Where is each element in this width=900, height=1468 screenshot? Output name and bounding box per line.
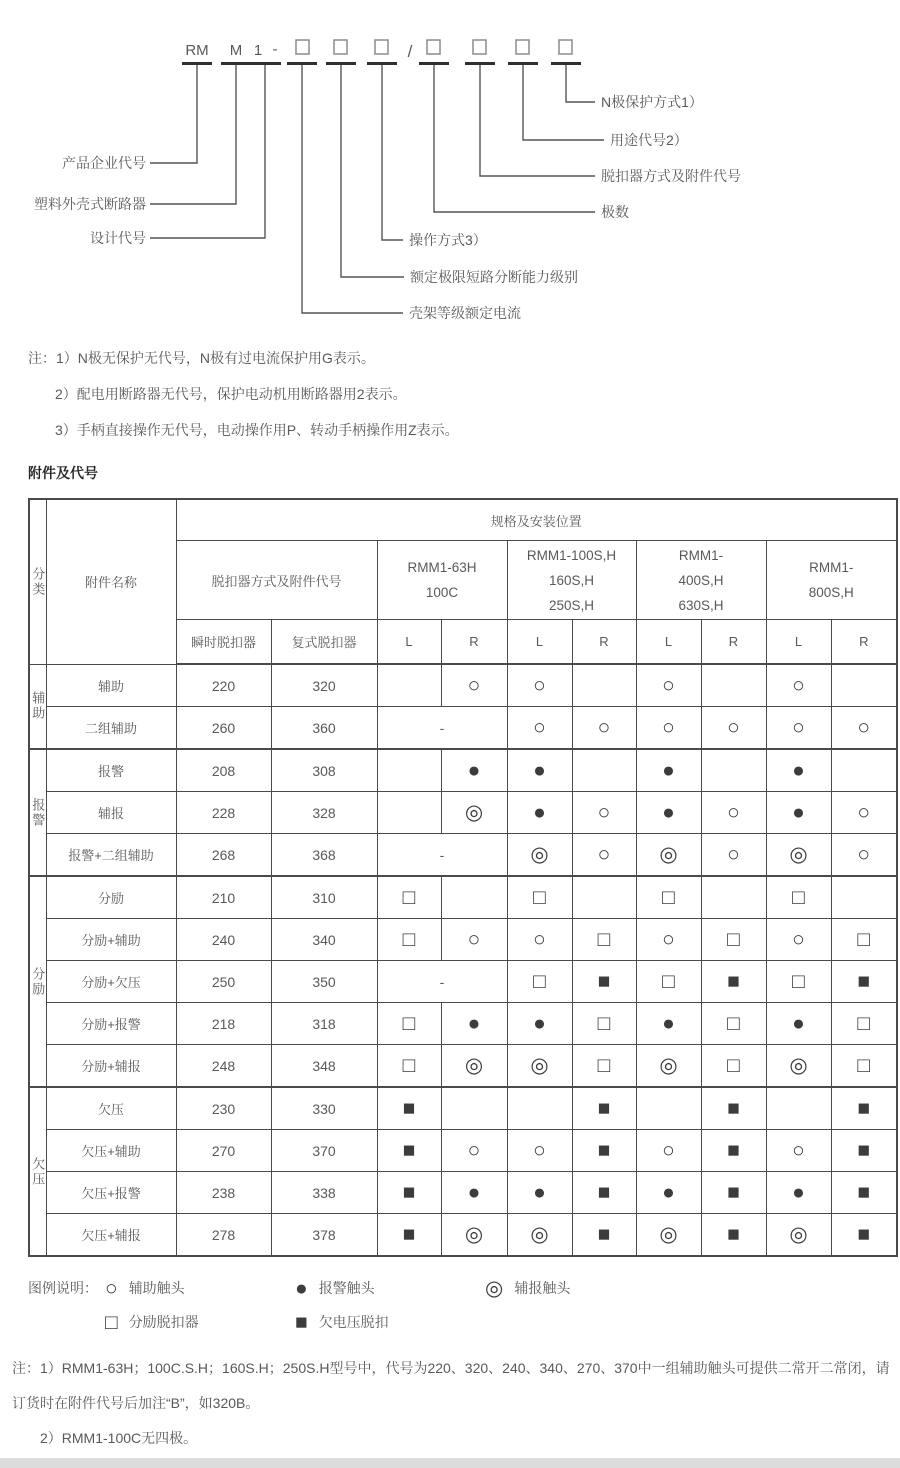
- symbol-cell: □: [831, 1045, 897, 1088]
- label-pole-number: 极数: [601, 204, 629, 220]
- symbol-cell: □: [377, 919, 441, 961]
- model-line: 250S,H: [548, 597, 595, 613]
- undervoltage-release-icon: ■: [295, 1310, 308, 1334]
- symbol-cell: ■: [831, 1087, 897, 1130]
- code-cell: 330: [271, 1087, 377, 1130]
- header-lr: R: [441, 620, 507, 665]
- accessory-name-cell: 报警: [46, 749, 176, 792]
- symbol-cell: ◎: [441, 792, 507, 834]
- label-mccb: 塑料外壳式断路器: [34, 196, 146, 212]
- code-box-7: [559, 40, 572, 54]
- legend-row-2: [28, 1305, 900, 1339]
- code-box-3: [375, 40, 388, 54]
- symbol-cell: ○: [441, 1130, 507, 1172]
- table-row: [29, 749, 897, 792]
- code-cell: 248: [176, 1045, 271, 1088]
- legend-item: [295, 1312, 485, 1333]
- code-cell: 318: [271, 1003, 377, 1045]
- symbol-cell: ○: [636, 1130, 701, 1172]
- symbol-cell: ◎: [766, 1214, 831, 1257]
- symbol-cell: ◎: [766, 834, 831, 877]
- table-row: [29, 1045, 897, 1088]
- label-design-code: 设计代号: [90, 230, 146, 246]
- symbol-cell: ●: [636, 749, 701, 792]
- code-box-5: [473, 40, 486, 54]
- symbol-cell: □: [831, 1003, 897, 1045]
- accessory-name-cell: 二组辅助: [46, 707, 176, 750]
- table-row: [29, 1172, 897, 1214]
- header-model-800s: [766, 541, 897, 620]
- symbol-cell: ●: [507, 1003, 572, 1045]
- code-cell: 308: [271, 749, 377, 792]
- aux-alarm-contact-icon: ◎: [485, 1276, 504, 1300]
- code-cell: 250: [176, 961, 271, 1003]
- symbol-cell: [441, 1087, 507, 1130]
- symbol-cell: ●: [766, 749, 831, 792]
- accessory-name-cell: 辅助: [46, 664, 176, 707]
- code-cell: 328: [271, 792, 377, 834]
- accessory-name-cell: 分励+辅助: [46, 919, 176, 961]
- table-row: [29, 707, 897, 750]
- symbol-cell: □: [572, 919, 636, 961]
- table-row: [29, 1003, 897, 1045]
- table-row: [29, 792, 897, 834]
- table-row: [29, 919, 897, 961]
- symbol-cell: ○: [766, 707, 831, 750]
- symbol-cell: ◎: [636, 1214, 701, 1257]
- legend-item-label: 报警触头: [318, 1280, 375, 1296]
- accessory-name-cell: 欠压+辅助: [46, 1130, 176, 1172]
- model-line: RMM1-: [809, 560, 854, 575]
- symbol-cell: ●: [507, 792, 572, 834]
- code-cell: 378: [271, 1214, 377, 1257]
- symbol-cell: [831, 876, 897, 919]
- symbol-cell: ○: [572, 792, 636, 834]
- table-notes: [0, 1351, 900, 1456]
- symbol-cell: ○: [701, 707, 766, 750]
- symbol-cell: ○: [636, 707, 701, 750]
- legend-item: [485, 1278, 675, 1299]
- placeholder-boxes: [296, 40, 572, 54]
- header-model-100s: [507, 541, 636, 620]
- code-cell: 208: [176, 749, 271, 792]
- symbol-cell: ○: [766, 664, 831, 707]
- symbol-cell: ●: [507, 749, 572, 792]
- header-accessory-name: 附件名称: [46, 499, 176, 664]
- symbol-cell: ◎: [441, 1045, 507, 1088]
- legend-item: [295, 1278, 485, 1299]
- diagram-notes: [0, 340, 900, 448]
- symbol-cell: □: [572, 1003, 636, 1045]
- symbol-cell: [572, 749, 636, 792]
- legend-item-label: 辅助触头: [128, 1280, 185, 1296]
- symbol-cell: [377, 792, 441, 834]
- label-trip-accessory-code: 脱扣器方式及附件代号: [601, 168, 741, 184]
- header-lr: R: [572, 620, 636, 665]
- symbol-cell: ●: [766, 1003, 831, 1045]
- symbol-cell: ■: [572, 1172, 636, 1214]
- symbol-cell: ○: [766, 1130, 831, 1172]
- header-lr: L: [636, 620, 701, 665]
- auxiliary-contact-icon: ○: [105, 1276, 118, 1300]
- code-cell: 270: [176, 1130, 271, 1172]
- category-cell: 报警: [29, 749, 46, 876]
- header-compound-trip: 复式脱扣器: [271, 620, 377, 665]
- symbol-cell: ■: [831, 1172, 897, 1214]
- symbol-cell: [377, 749, 441, 792]
- code-cell: 340: [271, 919, 377, 961]
- label-manufacturer-code: 产品企业代号: [62, 155, 146, 171]
- code-box-4: [427, 40, 440, 54]
- symbol-cell: ■: [701, 1130, 766, 1172]
- symbol-cell: ●: [766, 792, 831, 834]
- note-line: 2）配电用断路器无代号，保护电动机用断路器用2表示。: [55, 386, 407, 402]
- category-cell: 分励: [29, 876, 46, 1087]
- model-part-hyphen: -: [272, 41, 278, 58]
- symbol-cell: □: [766, 876, 831, 919]
- symbol-cell: ●: [636, 1172, 701, 1214]
- code-cell: 268: [176, 834, 271, 877]
- accessory-name-cell: 辅报: [46, 792, 176, 834]
- code-cell: 338: [271, 1172, 377, 1214]
- header-lr: L: [507, 620, 572, 665]
- accessory-name-cell: 分励+辅报: [46, 1045, 176, 1088]
- code-cell: 310: [271, 876, 377, 919]
- model-line: RMM1-63H: [407, 560, 477, 575]
- note-line: 注：1）N极无保护无代号，N极有过电流保护用G表示。: [28, 350, 375, 366]
- symbol-cell: □: [766, 961, 831, 1003]
- symbol-cell: ●: [636, 1003, 701, 1045]
- code-cell: 360: [271, 707, 377, 750]
- code-box-6: [516, 40, 529, 54]
- symbol-cell: [636, 1087, 701, 1130]
- symbol-cell: ■: [377, 1172, 441, 1214]
- table-row: [29, 1130, 897, 1172]
- label-n-pole-protection: N极保护方式1）: [601, 94, 703, 110]
- symbol-cell: [377, 664, 441, 707]
- model-part-m: M: [229, 42, 243, 59]
- accessory-name-cell: 欠压+辅报: [46, 1214, 176, 1257]
- symbol-cell: ■: [701, 1087, 766, 1130]
- symbol-cell: ◎: [507, 1214, 572, 1257]
- symbol-cell: ○: [572, 834, 636, 877]
- accessory-code-table: [28, 498, 898, 1257]
- code-cell: 368: [271, 834, 377, 877]
- model-designation-diagram: [0, 0, 900, 334]
- symbol-cell: ○: [831, 834, 897, 877]
- symbol-cell: ○: [507, 664, 572, 707]
- symbol-cell: ■: [701, 1172, 766, 1214]
- symbol-cell: ■: [572, 1214, 636, 1257]
- symbol-cell: [701, 749, 766, 792]
- legend: [28, 1271, 900, 1339]
- note-line: 2）RMM1-100C无四极。: [40, 1430, 198, 1446]
- symbol-cell: ■: [831, 961, 897, 1003]
- model-line: 400S,H: [678, 572, 724, 588]
- symbol-cell: □: [831, 919, 897, 961]
- symbol-cell: [831, 749, 897, 792]
- model-code-text: [185, 41, 412, 61]
- symbol-cell: □: [377, 876, 441, 919]
- table-row: [29, 834, 897, 877]
- header-spec-position: 规格及安装位置: [176, 499, 897, 541]
- model-slash: /: [407, 42, 413, 61]
- symbol-cell: □: [377, 1045, 441, 1088]
- symbol-cell: ○: [441, 919, 507, 961]
- table-row: [29, 1087, 897, 1130]
- code-box-1: [296, 40, 309, 54]
- symbol-cell: □: [636, 961, 701, 1003]
- accessory-name-cell: 报警+二组辅助: [46, 834, 176, 877]
- accessory-name-cell: 欠压: [46, 1087, 176, 1130]
- symbol-cell: [507, 1087, 572, 1130]
- code-cell: 320: [271, 664, 377, 707]
- code-cell: 348: [271, 1045, 377, 1088]
- accessory-name-cell: 欠压+报警: [46, 1172, 176, 1214]
- table-row: [29, 1214, 897, 1257]
- model-line: 100C: [425, 585, 459, 600]
- legend-row-1: [28, 1271, 900, 1305]
- table-row: [29, 664, 897, 707]
- symbol-cell: ○: [636, 919, 701, 961]
- symbol-cell: □: [701, 1003, 766, 1045]
- model-line: 630S,H: [678, 597, 724, 613]
- model-part-1: 1: [253, 42, 263, 59]
- dash-cell: -: [377, 707, 507, 750]
- symbol-cell: ■: [831, 1130, 897, 1172]
- symbol-cell: ■: [377, 1214, 441, 1257]
- symbol-cell: ◎: [636, 834, 701, 877]
- symbol-cell: ○: [831, 707, 897, 750]
- accessory-name-cell: 分励+欠压: [46, 961, 176, 1003]
- symbol-cell: ■: [701, 961, 766, 1003]
- header-lr: R: [701, 620, 766, 665]
- symbol-cell: ○: [507, 919, 572, 961]
- code-cell: 218: [176, 1003, 271, 1045]
- symbol-cell: ●: [766, 1172, 831, 1214]
- symbol-cell: ○: [701, 834, 766, 877]
- label-operation-mode: 操作方式3）: [409, 232, 487, 248]
- symbol-cell: ○: [766, 919, 831, 961]
- symbol-cell: ■: [572, 1087, 636, 1130]
- code-cell: 228: [176, 792, 271, 834]
- accessory-name-cell: 分励: [46, 876, 176, 919]
- symbol-cell: ◎: [636, 1045, 701, 1088]
- header-instant-trip: 瞬时脱扣器: [176, 620, 271, 665]
- legend-item: [105, 1312, 295, 1333]
- label-breaking-capacity: 额定极限短路分断能力级别: [410, 269, 578, 285]
- code-cell: 370: [271, 1130, 377, 1172]
- symbol-cell: ●: [507, 1172, 572, 1214]
- model-line: RMM1-: [678, 547, 724, 563]
- dash-cell: -: [377, 834, 507, 877]
- symbol-cell: ●: [441, 749, 507, 792]
- table-row: [29, 876, 897, 919]
- category-cell: 辅助: [29, 664, 46, 749]
- symbol-cell: [572, 876, 636, 919]
- legend-item-label: 分励脱扣器: [128, 1314, 199, 1330]
- legend-title: 图例说明：: [28, 1280, 98, 1296]
- model-line: 800S,H: [808, 585, 854, 600]
- dash-cell: -: [377, 961, 507, 1003]
- note-line: 注：1）RMM1-63H；100C.S.H；160S.H；250S.H型号中，代号为220、320、240、340、270、370中一组辅助触头可提供二常开二常闭，请订货时在附件代号后加注“B”，如320B。: [12, 1360, 890, 1411]
- symbol-cell: [766, 1087, 831, 1130]
- header-lr: R: [831, 620, 897, 665]
- symbol-cell: [441, 876, 507, 919]
- diagram-left-labels: [34, 155, 146, 246]
- shunt-release-icon: □: [105, 1310, 118, 1334]
- symbol-cell: [831, 664, 897, 707]
- symbol-cell: [701, 664, 766, 707]
- symbol-cell: □: [701, 1045, 766, 1088]
- symbol-cell: ○: [572, 707, 636, 750]
- symbol-cell: ●: [441, 1172, 507, 1214]
- symbol-cell: ■: [831, 1214, 897, 1257]
- diagram-right-labels: [409, 94, 741, 321]
- section-title: 附件及代号: [28, 465, 98, 481]
- symbol-cell: □: [701, 919, 766, 961]
- model-line: RMM1-100S,H: [526, 547, 617, 563]
- symbol-cell: [572, 664, 636, 707]
- model-line: 160S,H: [548, 572, 595, 588]
- label-usage-code: 用途代号2）: [610, 132, 688, 148]
- symbol-cell: □: [377, 1003, 441, 1045]
- label-frame-rated-current: 壳架等级额定电流: [409, 305, 521, 321]
- accessory-name-cell: 分励+报警: [46, 1003, 176, 1045]
- category-cell: 欠压: [29, 1087, 46, 1256]
- code-cell: 210: [176, 876, 271, 919]
- code-cell: 350: [271, 961, 377, 1003]
- symbol-cell: ●: [636, 792, 701, 834]
- symbol-cell: ■: [572, 961, 636, 1003]
- symbol-cell: □: [507, 876, 572, 919]
- symbol-cell: ○: [507, 707, 572, 750]
- legend-item-label: 欠电压脱扣: [318, 1314, 389, 1330]
- symbol-cell: ■: [377, 1130, 441, 1172]
- model-part-rm: RM: [185, 42, 209, 59]
- header-model-400s: [636, 541, 766, 620]
- diagram-svg: [0, 0, 900, 334]
- table-row: [29, 961, 897, 1003]
- symbol-cell: ○: [507, 1130, 572, 1172]
- note-line: 3）手柄直接操作无代号，电动操作用P、转动手柄操作用Z表示。: [55, 422, 459, 438]
- symbol-cell: ◎: [766, 1045, 831, 1088]
- symbol-cell: ◎: [441, 1214, 507, 1257]
- alarm-contact-icon: ●: [295, 1276, 308, 1300]
- symbol-cell: □: [572, 1045, 636, 1088]
- code-cell: 278: [176, 1214, 271, 1257]
- symbol-cell: ○: [701, 792, 766, 834]
- code-cell: 260: [176, 707, 271, 750]
- symbol-cell: [701, 876, 766, 919]
- legend-item: [105, 1278, 295, 1299]
- header-trip-group: 脱扣器方式及附件代号: [176, 541, 377, 620]
- header-row-1: [29, 499, 897, 541]
- code-box-2: [334, 40, 347, 54]
- symbol-cell: ■: [572, 1130, 636, 1172]
- symbol-cell: ■: [701, 1214, 766, 1257]
- bottom-divider-bar: [0, 1458, 900, 1468]
- symbol-cell: □: [507, 961, 572, 1003]
- symbol-cell: ○: [831, 792, 897, 834]
- symbol-cell: ●: [441, 1003, 507, 1045]
- symbol-cell: ■: [377, 1087, 441, 1130]
- code-cell: 220: [176, 664, 271, 707]
- code-cell: 240: [176, 919, 271, 961]
- header-category: 分类: [29, 499, 46, 664]
- symbol-cell: ◎: [507, 834, 572, 877]
- symbol-cell: □: [636, 876, 701, 919]
- symbol-cell: ○: [636, 664, 701, 707]
- header-lr: L: [766, 620, 831, 665]
- header-lr: L: [377, 620, 441, 665]
- code-cell: 238: [176, 1172, 271, 1214]
- symbol-cell: ○: [441, 664, 507, 707]
- symbol-cell: ◎: [507, 1045, 572, 1088]
- legend-item-label: 辅报触头: [514, 1280, 571, 1296]
- header-model-63h: [377, 541, 507, 620]
- code-cell: 230: [176, 1087, 271, 1130]
